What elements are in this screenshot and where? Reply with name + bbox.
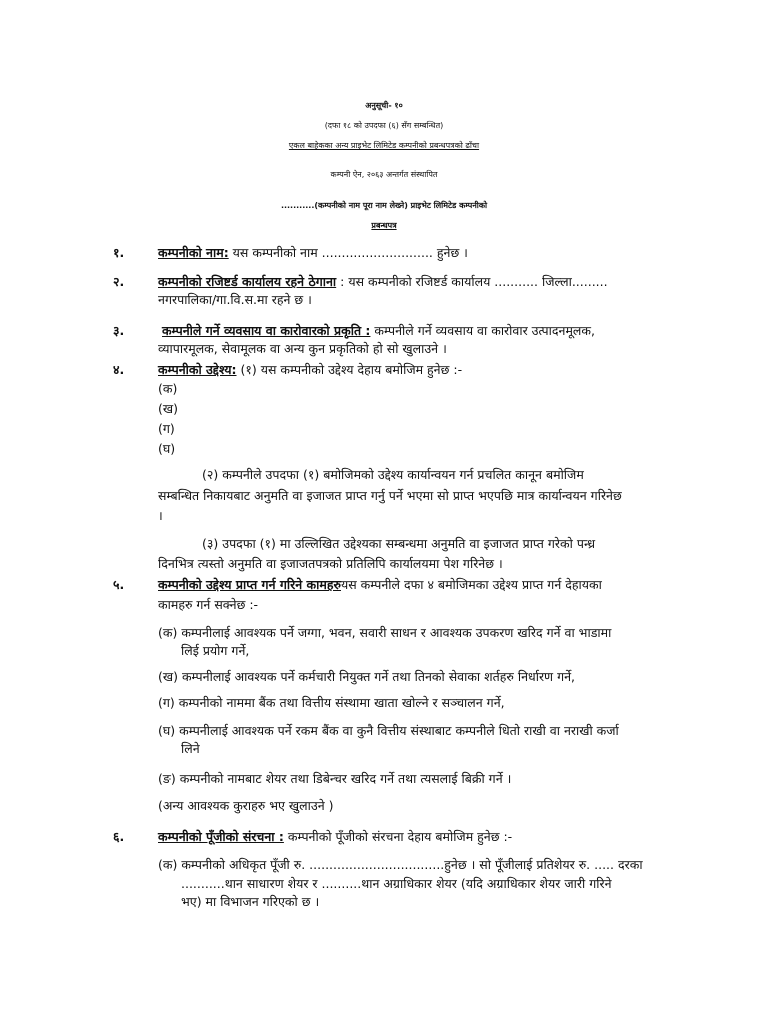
section-1-line (158, 244, 468, 262)
section-4-text: (१) यस कम्पनीको उद्देश्य देहाय बमोजिम हुनेछ :- (236, 362, 463, 377)
section-4-number: ४. (113, 362, 125, 377)
section-3-text-1: कम्पनीले गर्ने व्यवसाय वा कारोवार उत्पादनमूलक, (370, 323, 595, 338)
section-6-item-ka-line-3: भए) मा विभाजन गरिएको छ । (181, 894, 320, 909)
section-1-heading: कम्पनीको नाम: (158, 245, 229, 260)
section-6-item-ka-line-2: ...........थान साधारण शेयर र ..........थान अग्राधिकार शेयर (यदि अग्राधिकार शेयर जारी गरिने (181, 876, 612, 891)
section-6-number: ६. (113, 829, 125, 844)
section-4-para-2-line-2: सम्बन्धित निकायबाट अनुमति वा इजाजत प्राप्त गर्नु पर्ने भएमा सो प्राप्त भएपछि मात्र कार्यान्वयन गरिनेछ (158, 488, 622, 503)
section-4-para-3-line-2: दिनभित्र त्यस्तो अनुमति वा इजाजतपत्रको प्रतिलिपि कार्यालयमा पेश गरिनेछ । (158, 556, 503, 571)
section-5-item-gha-line-1: (घ) कम्पनीलाई आवश्यक पर्ने रकम बैंक वा कुनै वित्तीय संस्थाबाट कम्पनीले धितो राखी वा नराखी कर्जा (158, 723, 619, 738)
section-5-item-gha-line-2: लिने (181, 741, 200, 756)
section-5-item-kha: (ख) कम्पनीलाई आवश्यक पर्ने कर्मचारी नियुक्त गर्ने तथा तिनको सेवाका शर्तहरु निर्धारण गर्ने, (158, 669, 576, 684)
section-2-text-1: : यस कम्पनीको रजिष्टर्ड कार्यालय ........... जिल्ला......... (336, 274, 608, 289)
section-4-item-ka: (क) (158, 381, 178, 396)
section-1-number: १. (113, 245, 125, 260)
section-5-item-ka-line-2: लिई प्रयोग गर्ने, (181, 643, 250, 658)
section-1-text: यस कम्पनीको नाम ............................ हुनेछ । (228, 245, 468, 260)
section-5-item-ga: (ग) कम्पनीको नाममा बैंक तथा वित्तीय संस्थामा खाता खोल्ने र सञ्चालन गर्ने, (158, 695, 505, 710)
section-4-item-kha: (ख) (158, 401, 178, 416)
section-4-item-ga: (ग) (158, 421, 175, 436)
section-3-number: ३. (113, 323, 125, 338)
section-3-heading: कम्पनीले गर्ने व्यवसाय वा कारोवारको प्रकृति : (162, 323, 371, 338)
section-3-line-1 (162, 322, 595, 340)
section-2-heading: कम्पनीको रजिष्टर्ड कार्यालय रहने ठेगाना (158, 274, 337, 289)
section-2-text-2: नगरपालिका/गा.वि.स.मा रहने छ । (158, 292, 312, 307)
section-4-para-3-line-1: (३) उपदफा (१) मा उल्लिखित उद्देश्यका सम्बन्धमा अनुमति वा इजाजत प्राप्त गरेको पन्ध्र (202, 536, 596, 551)
section-3-text-2: व्यापारमूलक, सेवामूलक वा अन्य कुन प्रकृतिको हो सो खुलाउने । (158, 341, 447, 356)
section-4-para-2-line-1: (२) कम्पनीले उपदफा (१) बमोजिमको उद्देश्य कार्यान्वयन गर्न प्रचलित कानून बमोजिम (202, 467, 584, 482)
section-5-item-ka-line-1: (क) कम्पनीलाई आवश्यक पर्ने जग्गा, भवन, सवारी साधन र आवश्यक उपकरण खरिद गर्ने वा भाडामा (158, 625, 612, 640)
section-5-number: ५. (113, 577, 125, 592)
section-6-item-ka-line-1: (क) कम्पनीको अधिकृत पूँजी रु. ..................................हुनेछ । सो पूँजीलाई प्रतिशेयर रु. ..... दरका (158, 857, 643, 872)
schedule-title: अनुसूची- १० (365, 101, 403, 110)
schedule-description: एकल बाहेकका अन्य प्राइभेट लिमिटेड कम्पनीको प्रबन्धपत्रको ढाँचा (288, 141, 480, 150)
section-6-text: कम्पनीको पूँजीको संरचना देहाय बमोजिम हुनेछ :- (283, 829, 513, 844)
act-reference: कम्पनी ऐन, २०६३ अन्तर्गत संस्थापित (330, 170, 438, 179)
section-2-number: २. (113, 274, 125, 289)
section-6-heading: कम्पनीको पूँजीको संरचना : (158, 829, 284, 844)
company-name-line: ...........(कम्पनीको नाम पूरा नाम लेख्ने) प्राइभेट लिमिटेड कम्पनीको (280, 201, 488, 210)
section-6-line (158, 828, 512, 846)
section-2-line-1 (158, 273, 608, 291)
section-5-line-1 (158, 576, 602, 594)
section-5-heading: कम्पनीको उद्देश्य प्राप्त गर्न गरिने कामहरु (158, 577, 341, 592)
section-5-item-nga: (ङ) कम्पनीको नामबाट शेयर तथा डिबेन्चर खरिद गर्ने तथा त्यसलाई बिक्री गर्ने । (158, 771, 512, 786)
section-5-text-2: कामहरु गर्न सक्नेछ :- (158, 597, 259, 612)
section-5-note: (अन्य आवश्यक कुराहरु भए खुलाउने ) (158, 798, 334, 813)
section-4-item-gha: (घ) (158, 441, 176, 456)
schedule-subtitle: (दफा १८ को उपदफा (६) सँग सम्बन्धित) (324, 121, 444, 130)
document-title: प्रबन्धपत्र (371, 221, 397, 230)
section-5-text-1: यस कम्पनीले दफा ४ बमोजिमका उद्देश्य प्राप्त गर्न देहायका (340, 577, 602, 592)
section-4-line (158, 361, 462, 379)
section-4-para-2-line-3: । (158, 508, 163, 523)
section-4-heading: कम्पनीको उद्देश्य: (158, 362, 237, 377)
